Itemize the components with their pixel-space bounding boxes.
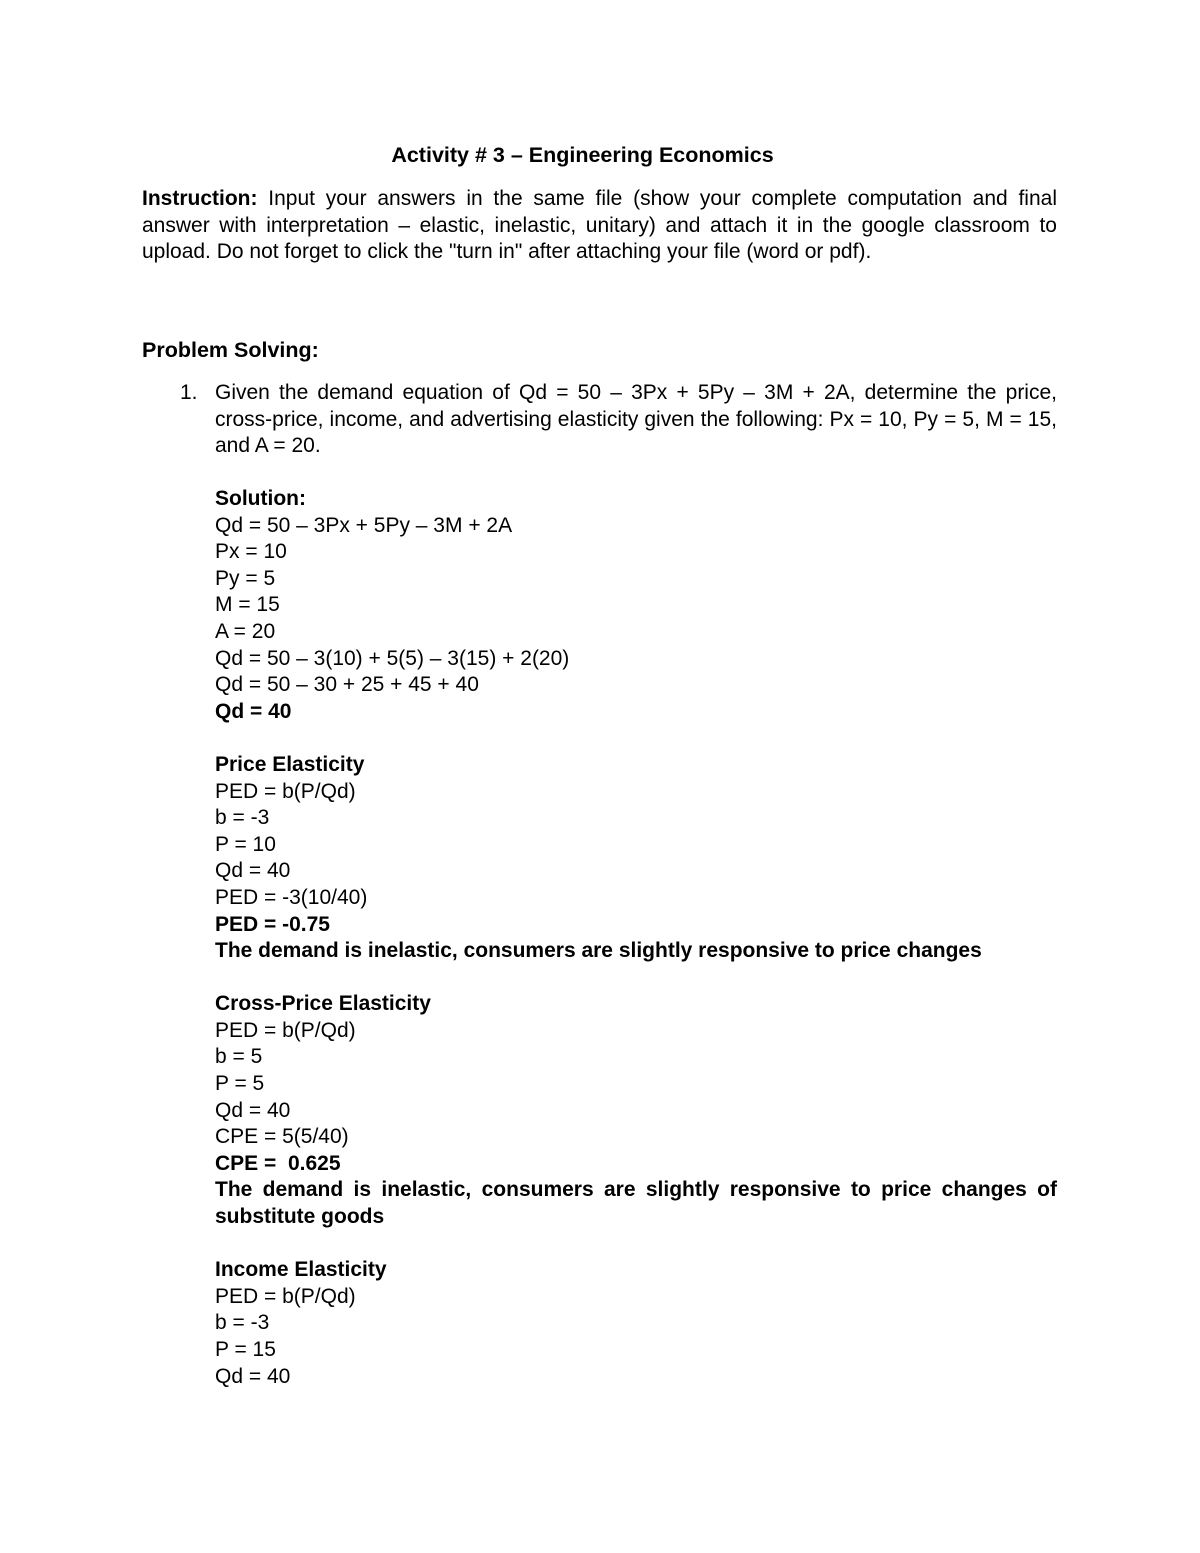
solution-heading: Solution: [215,487,306,510]
question-text: Given the demand equation of Qd = 50 – 3Px + 5Py – 3M + 2A, determine the price, cross-price, income, and advertising elasticity given the following: Px = 10, Py = 5, M = 15, and A = 20. [215,381,1057,458]
solution-line: Py = 5 [215,566,276,590]
income-elasticity-heading: Income Elasticity [215,1258,387,1282]
price-elasticity-line: b = -3 [215,806,270,830]
price-elasticity-heading: Price Elasticity [215,752,365,776]
income-elasticity-line: PED = b(P/Qd) [215,1284,356,1308]
document-title: Activity # 3 – Engineering Economics [391,143,774,167]
cross-price-elasticity-interpretation: The demand is inelastic, consumers are slightly responsive to price changes of substitute goods [215,1178,1057,1229]
cross-price-elasticity-heading: Cross-Price Elasticity [215,992,431,1016]
question-number: 1. [180,381,198,404]
cross-price-elasticity-line: b = 5 [215,1045,263,1069]
income-elasticity-line: P = 15 [215,1338,276,1361]
solution-result: Qd = 40 [215,699,292,723]
instruction-text: Input your answers in the same file (show your complete computation and final answer with interpretation – elastic, inelastic, unitary) and attach it in the google classroom to upload. Do not forget to click the "turn in" after attaching your file (word or pdf). [142,187,1057,264]
price-elasticity-line: Qd = 40 [215,859,291,883]
solution-block [215,486,1057,1390]
income-elasticity-line: Qd = 40 [215,1364,291,1388]
price-elasticity-line: PED = b(P/Qd) [215,779,356,803]
instruction-label: Instruction: [142,187,258,210]
solution-line: Qd = 50 – 30 + 25 + 45 + 40 [215,673,479,697]
solution-line: M = 15 [215,593,280,617]
price-elasticity-result: PED = -0.75 [215,912,330,936]
problem-solving-heading: Problem Solving: [142,338,319,362]
instruction-paragraph [142,186,1057,266]
income-elasticity-line: b = -3 [215,1311,270,1335]
price-elasticity-line: PED = -3(10/40) [215,885,368,909]
cross-price-elasticity-line: Qd = 40 [215,1098,291,1122]
solution-line: Qd = 50 – 3Px + 5Py – 3M + 2A [215,513,513,537]
cross-price-elasticity-result: CPE = 0.625 [215,1151,341,1175]
cross-price-elasticity-line: CPE = 5(5/40) [215,1125,349,1149]
solution-line: Qd = 50 – 3(10) + 5(5) – 3(15) + 2(20) [215,646,570,670]
solution-line: Px = 10 [215,540,287,564]
cross-price-elasticity-line: P = 5 [215,1072,265,1096]
cross-price-elasticity-line: PED = b(P/Qd) [215,1018,356,1042]
price-elasticity-interpretation: The demand is inelastic, consumers are slightly responsive to price changes [215,939,982,963]
price-elasticity-line: P = 10 [215,832,276,856]
solution-line: A = 20 [215,619,276,643]
